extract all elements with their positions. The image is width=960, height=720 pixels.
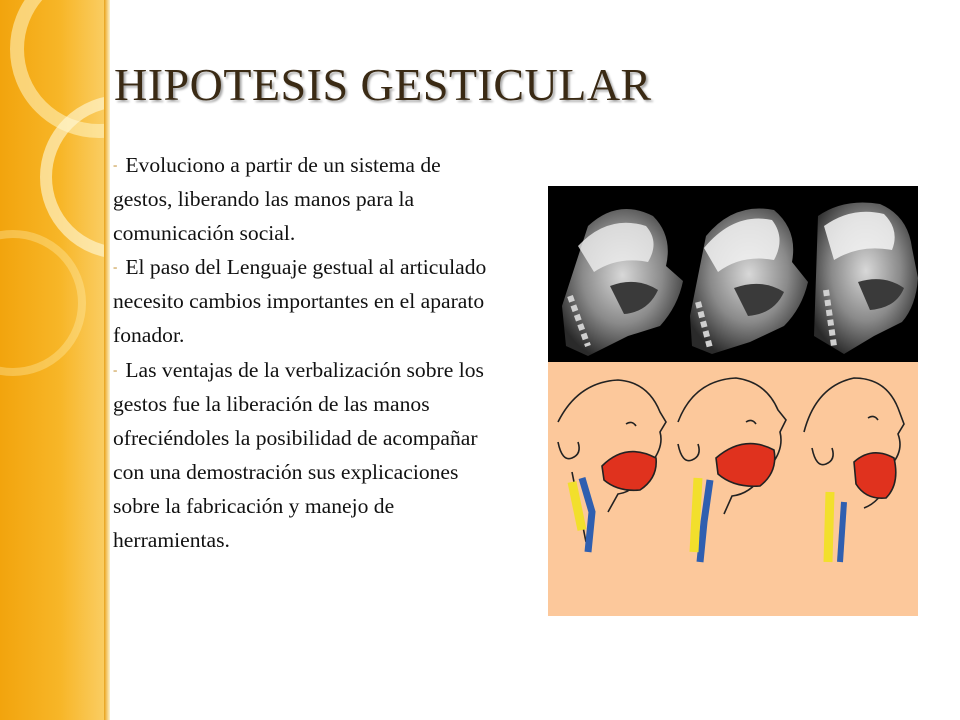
bullet-dash: - [113,157,118,172]
bullet-text: Las ventajas de la verbalización sobre los gestos fue la liberación de las manos ofreciéndoles la posibilidad de acompañar con una demostración sus explicaciones sobre la fabricación y manejo de herramientas. [113,357,484,553]
slide-body [113,148,505,557]
bullet-text: Evoluciono a partir de un sistema de gestos, liberando las manos para la comunicación social. [113,153,441,246]
vocal-tract-figure [548,186,918,616]
bullet-dash: - [113,259,118,275]
bullet-text: El paso del Lenguaje gestual al articulado necesito cambios importantes en el aparato fonador. [113,255,487,348]
bullet-point [113,250,505,352]
vocal-tract-illustration [548,186,918,616]
sidebar-edge [104,0,110,720]
decorative-ring [0,230,86,376]
decorative-sidebar [0,0,110,720]
slide-title: HIPOTESIS GESTICULAR [114,59,652,110]
bullet-dash: - [113,361,118,377]
bullet-point [113,353,505,558]
bullet-point [113,148,505,250]
